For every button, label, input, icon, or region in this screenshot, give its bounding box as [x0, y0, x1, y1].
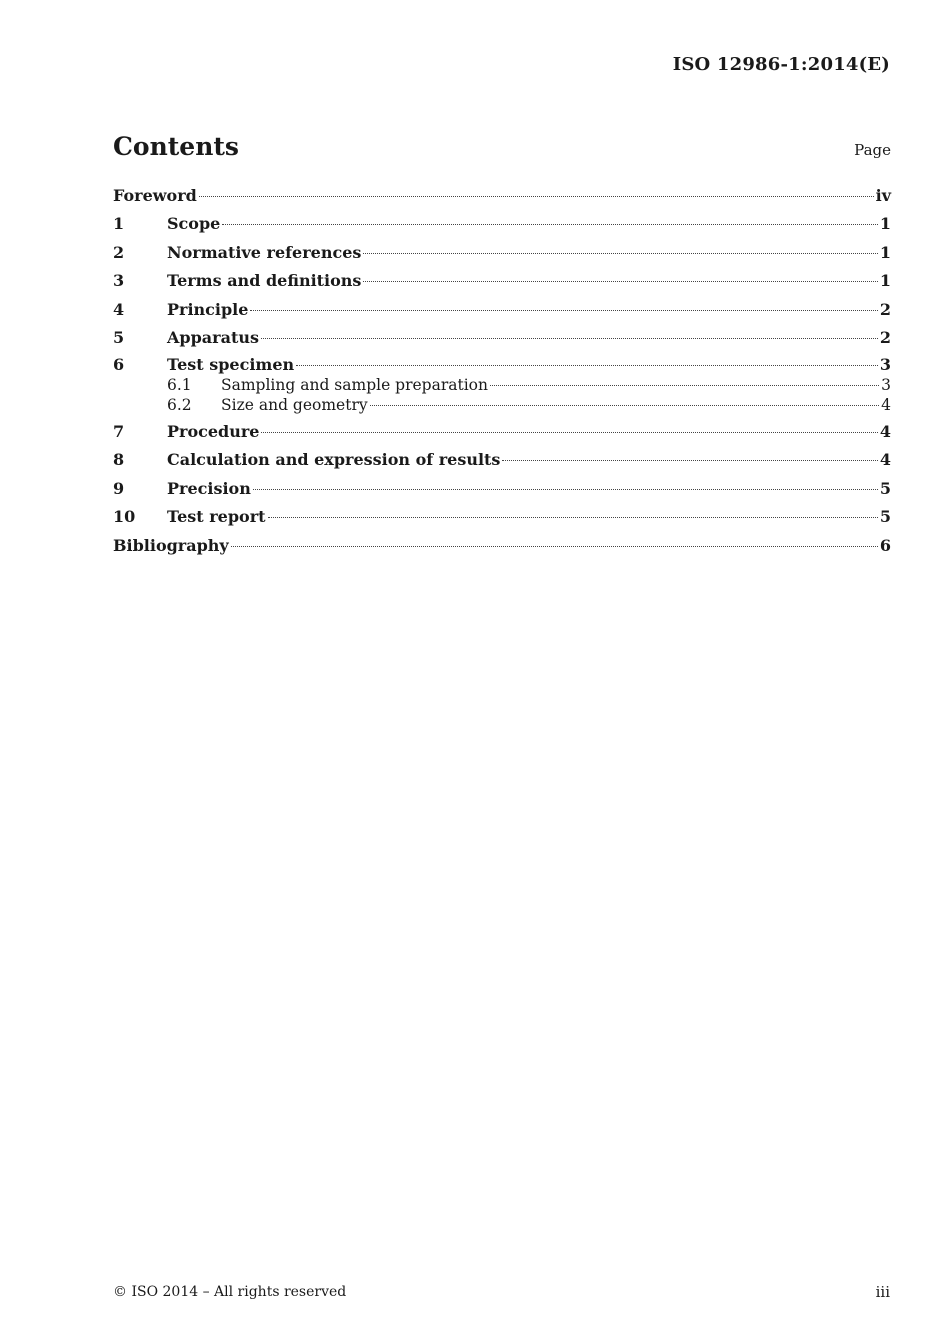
- toc-entry-label: Scope: [167, 214, 221, 234]
- dot-leader: [231, 546, 878, 547]
- toc-subentry-number: 6.1: [167, 375, 192, 394]
- toc-entry-number: 10: [113, 507, 136, 527]
- toc-entry-label: Apparatus: [167, 327, 259, 347]
- dot-leader: [268, 517, 878, 518]
- dot-leader: [261, 338, 878, 339]
- dot-leader: [253, 489, 878, 490]
- dot-leader: [502, 460, 877, 461]
- toc-entry-label: Terms and definitions: [167, 271, 362, 291]
- toc-entry-label: Normative references: [167, 242, 362, 262]
- toc-entry-page: iv: [875, 186, 891, 205]
- toc-subentry-number: 6.2: [167, 395, 192, 414]
- table-of-contents: [113, 183, 891, 561]
- toc-entry-number: 2: [113, 242, 125, 262]
- toc-entry-test-specimen[interactable]: [113, 355, 891, 375]
- toc-entry-number: 4: [113, 299, 125, 319]
- dot-leader: [370, 405, 880, 406]
- toc-entry-principle[interactable]: [113, 297, 891, 323]
- toc-entry-normative-references[interactable]: [113, 240, 891, 266]
- toc-entry-label: Precision: [167, 478, 251, 498]
- toc-header: [113, 130, 891, 164]
- toc-entry-label: Test specimen: [167, 354, 295, 374]
- dot-leader: [222, 224, 878, 225]
- toc-entry-bibliography[interactable]: [113, 533, 891, 559]
- toc-entry-label: Principle: [167, 299, 249, 319]
- page-number: iii: [875, 1283, 890, 1301]
- toc-entry-label: Procedure: [167, 421, 260, 441]
- toc-entry-page: 4: [879, 450, 891, 470]
- toc-entry-foreword[interactable]: [113, 183, 891, 209]
- toc-subentry-page: 4: [881, 395, 891, 414]
- dot-leader: [296, 365, 878, 366]
- toc-entry-page: 1: [879, 214, 891, 234]
- toc-entry-apparatus[interactable]: [113, 325, 891, 351]
- dot-leader: [490, 385, 879, 386]
- dot-leader: [363, 253, 877, 254]
- dot-leader: [261, 432, 877, 433]
- dot-leader: [199, 196, 874, 197]
- document-id: ISO 12986-1:2014(E): [672, 54, 890, 75]
- toc-entry-page: 2: [879, 299, 891, 319]
- dot-leader: [363, 281, 877, 282]
- toc-entry-page: 5: [879, 478, 891, 498]
- toc-entry-label: Foreword: [113, 186, 197, 205]
- toc-title: Contents: [113, 132, 240, 161]
- toc-entry-label: Calculation and expression of results: [167, 450, 501, 470]
- toc-subentry-page: 3: [881, 375, 891, 394]
- toc-subentry-size-and-geometry[interactable]: [113, 395, 891, 415]
- toc-subentry-sampling[interactable]: [113, 375, 891, 395]
- toc-entry-number: 9: [113, 478, 125, 498]
- toc-entry-test-report[interactable]: [113, 504, 891, 530]
- toc-entry-number: 1: [113, 214, 125, 234]
- copyright-notice: © ISO 2014 – All rights reserved: [113, 1284, 347, 1300]
- toc-entry-number: 7: [113, 421, 125, 441]
- toc-entry-page: 6: [879, 535, 891, 555]
- toc-subentry-label: Size and geometry: [221, 395, 368, 414]
- toc-entry-number: 3: [113, 271, 125, 291]
- toc-entry-number: 6: [113, 354, 125, 374]
- toc-entry-page: 5: [879, 507, 891, 527]
- toc-entry-page: 1: [879, 271, 891, 291]
- toc-entry-calculation[interactable]: [113, 447, 891, 473]
- toc-entry-precision[interactable]: [113, 476, 891, 502]
- toc-entry-scope[interactable]: [113, 211, 891, 237]
- toc-subentry-label: Sampling and sample preparation: [221, 375, 488, 394]
- toc-entry-label: Test report: [167, 507, 266, 527]
- toc-entry-page: 1: [879, 242, 891, 262]
- toc-entry-procedure[interactable]: [113, 419, 891, 445]
- toc-entry-number: 5: [113, 327, 125, 347]
- toc-entry-page: 3: [879, 354, 891, 374]
- dot-leader: [250, 310, 877, 311]
- page-column-label: Page: [854, 141, 891, 159]
- toc-entry-number: 8: [113, 450, 125, 470]
- toc-entry-terms-and-definitions[interactable]: [113, 268, 891, 294]
- toc-entry-page: 2: [879, 327, 891, 347]
- toc-entry-page: 4: [879, 421, 891, 441]
- toc-entry-label: Bibliography: [113, 535, 229, 555]
